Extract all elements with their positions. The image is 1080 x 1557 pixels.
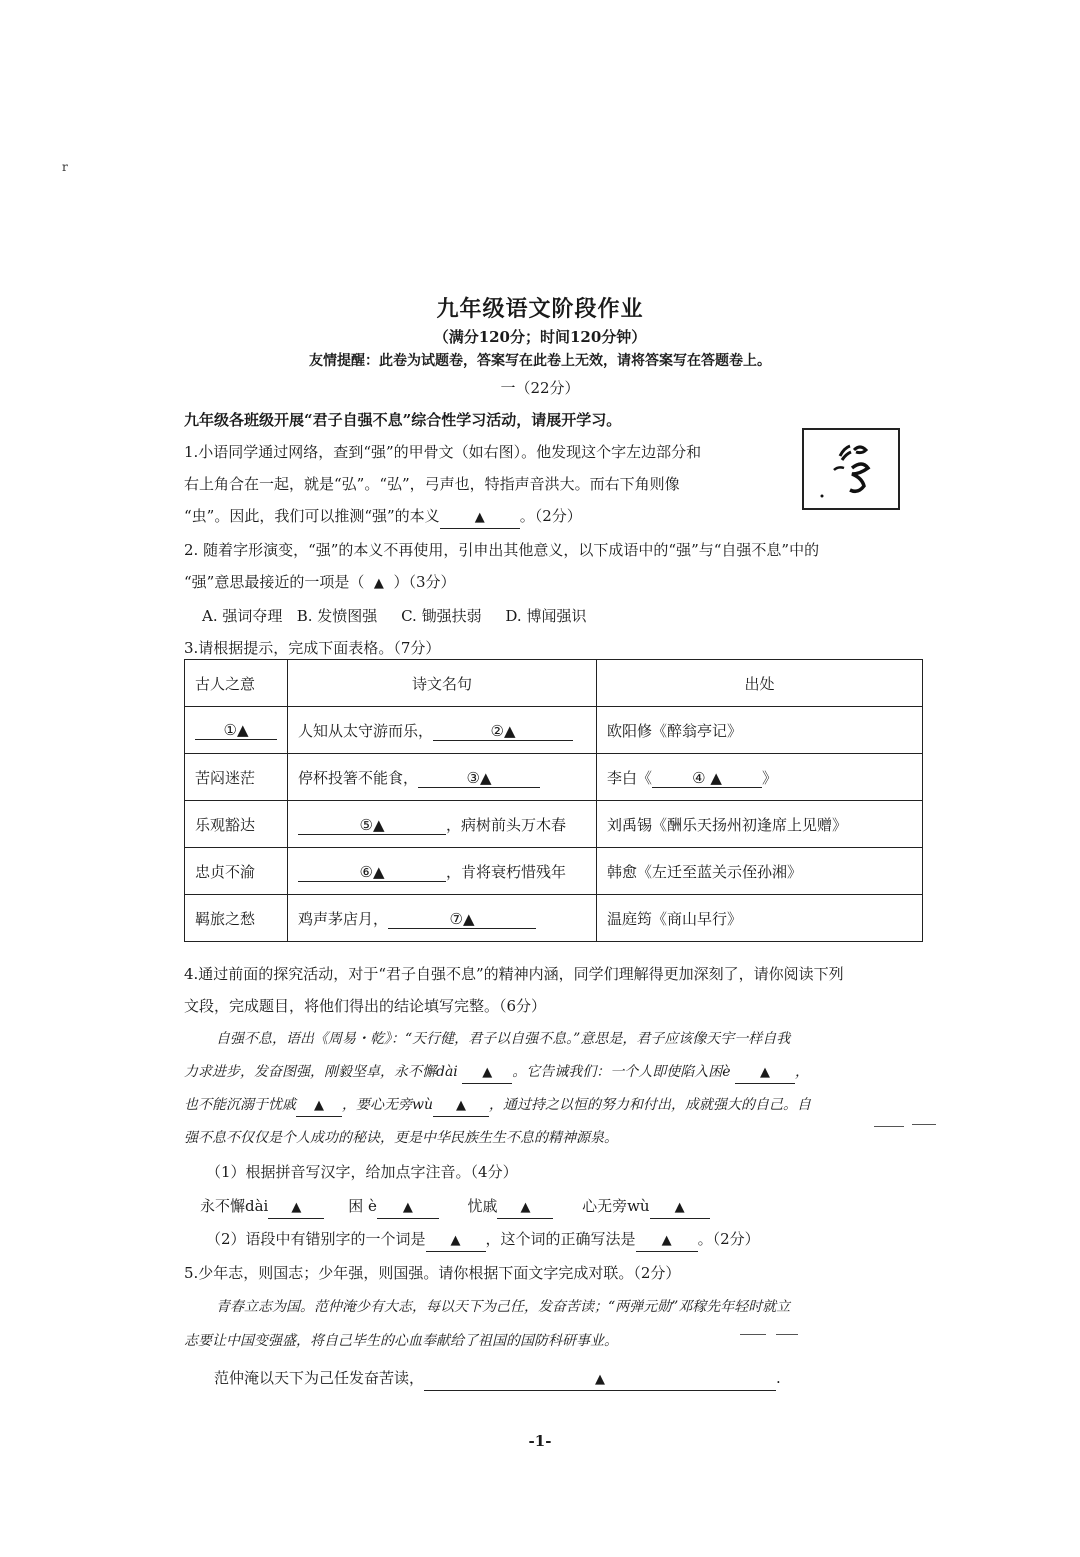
cell-lines [288, 895, 597, 942]
pinyin-item: 困 è [348, 1197, 377, 1215]
blank-3[interactable]: ③▲ [418, 769, 540, 788]
q2-line2-end: ）（3分） [393, 573, 456, 591]
blank-7[interactable]: ⑦▲ [388, 910, 536, 929]
section-heading: 一（22分） [500, 379, 580, 397]
answer-triangle: ▲ [291, 1200, 302, 1215]
pinyin-item: 永不懈dài [200, 1197, 269, 1215]
blank-correct-word[interactable] [636, 1229, 698, 1252]
sub2-text: 。（2分） [697, 1230, 760, 1248]
blank-qi[interactable] [296, 1095, 342, 1117]
blank-item-2[interactable] [377, 1196, 439, 1219]
blank-1[interactable]: ①▲ [195, 721, 277, 740]
couplet-first-line: 范仲淹以天下为己任发奋苦读， [214, 1369, 425, 1387]
pinyin-item: 心无旁wù [582, 1197, 650, 1215]
line-text: 人知从太守游而乐， [298, 721, 434, 740]
score-time-note: （满分120分；时间120分钟） [433, 328, 647, 346]
q4-line1: 4.通过前面的探究活动，对于“君子自强不息”的精神内涵，同学们理解得更加深刻了，请你阅读下列 [184, 965, 844, 983]
q2-line2-text: “强”意思最接近的一项是（ [184, 573, 365, 591]
blank-e[interactable] [735, 1062, 795, 1084]
q4-sub1-items [200, 1196, 710, 1219]
page-number: -1- [528, 1432, 552, 1450]
q4-passage-1: 自强不息，语出《周易・乾》：“天行健，君子以自强不息。”意思是，君子应该像天宇一样自我 [216, 1031, 791, 1047]
blank-2[interactable]: ②▲ [433, 722, 573, 741]
scan-stroke [776, 1334, 798, 1335]
cell-source: 刘禹锡《酬乐天扬州初逢席上见赠》 [597, 801, 923, 848]
blank-4[interactable]: ④ ▲ [652, 769, 762, 788]
cell-source: 温庭筠《商山早行》 [597, 895, 923, 942]
answer-triangle: ▲ [314, 1098, 324, 1113]
q2-option-a[interactable]: A. 强词夺理 [202, 607, 283, 625]
blank-5[interactable]: ⑤▲ [298, 816, 446, 835]
q5-passage-2: 志要让中国变强盛，将自己毕生的心血奉献给了祖国的国防科研事业。 [184, 1333, 618, 1349]
pinyin-item: 忧戚 [467, 1197, 498, 1215]
scan-stroke [740, 1334, 766, 1335]
q2-options [202, 606, 586, 626]
q1-line3-end: 。（2分） [519, 507, 582, 525]
passage-text: 也不能沉溺于忧戚 [184, 1097, 296, 1113]
answer-triangle: ▲ [402, 1200, 413, 1215]
cell-meaning: 苦闷迷茫 [185, 754, 288, 801]
scan-stroke [912, 1124, 936, 1125]
cell-meaning: 乐观豁达 [185, 801, 288, 848]
cell-lines [288, 848, 597, 895]
scan-stroke [874, 1126, 904, 1127]
poem-table [184, 659, 923, 942]
q2-line2 [184, 572, 455, 594]
source-text: 李白《 [607, 768, 653, 787]
cell-lines [288, 754, 597, 801]
oracle-bone-glyph-icon [804, 430, 898, 508]
q1-answer-blank[interactable] [440, 506, 520, 529]
q1-line1: 1.小语同学通过网络，查到“强”的甲骨文（如右图）。他发现这个字左边部分和 [184, 443, 702, 461]
q4-passage-4: 强不息不仅仅是个人成功的秘诀，更是中华民族生生不息的精神源泉。 [184, 1130, 618, 1146]
line-text: 停杯投箸不能食， [298, 768, 419, 787]
cell-source: 欧阳修《醉翁亭记》 [597, 707, 923, 754]
answer-triangle: ▲ [482, 1065, 493, 1080]
answer-triangle: ▲ [450, 1233, 461, 1248]
q4-sub1-label: （1）根据拼音写汉字，给加点字注音。（4分） [206, 1163, 518, 1181]
q1-line3 [184, 506, 582, 529]
col-header-source: 出处 [597, 660, 923, 707]
scan-mark: r [62, 160, 68, 174]
passage-text: 力求进步，发奋图强，刚毅坚卓，永不懈dài [184, 1064, 458, 1080]
answer-triangle: ▲ [520, 1200, 531, 1215]
line-text: 鸡声茅店月， [298, 909, 389, 928]
cell-meaning: 羁旅之愁 [185, 895, 288, 942]
blank-item-3[interactable] [497, 1196, 553, 1219]
q1-line2: 右上角合在一起，就是“弘”。“弘”，弓声也，特指声音洪大。而右下角则像 [184, 475, 680, 493]
cell-lines [288, 707, 597, 754]
q5-label: 5.少年志，则国志；少年强，则国强。请你根据下面文字完成对联。（2分） [184, 1264, 681, 1282]
friendly-tip: 友情提醒：此卷为试题卷，答案写在此卷上无效，请将答案写在答题卷上。 [309, 353, 771, 369]
table-header-row [185, 660, 923, 707]
blank-6[interactable]: ⑥▲ [298, 863, 446, 882]
source-end: 》 [762, 768, 778, 787]
passage-text: ，要心无旁wù [342, 1097, 433, 1113]
passage-text: ，通过持之以恒的努力和付出，成就强大的自己。自 [489, 1097, 811, 1113]
cell-meaning: 忠贞不渝 [185, 848, 288, 895]
blank-wu[interactable] [433, 1095, 489, 1117]
answer-triangle: ▲ [456, 1098, 466, 1113]
cell-lines [288, 801, 597, 848]
sub2-text: ，这个词的正确写法是 [485, 1230, 636, 1248]
q4-sub2 [206, 1229, 760, 1252]
table-row [185, 895, 923, 942]
table-row [185, 707, 923, 754]
answer-triangle: ▲ [595, 1372, 606, 1387]
table-row [185, 801, 923, 848]
q2-option-b[interactable]: B. 发愤图强 [296, 607, 378, 625]
q3-label: 3.请根据提示，完成下面表格。（7分） [184, 639, 441, 657]
passage-text: 。它告诫我们：一个人即使陷入困è [512, 1064, 731, 1080]
blank-item-4[interactable] [650, 1196, 710, 1219]
table-row [185, 848, 923, 895]
q2-option-c[interactable]: C. 锄强扶弱 [401, 607, 482, 625]
oracle-bone-glyph-image [802, 428, 900, 510]
col-header-meaning: 古人之意 [185, 660, 288, 707]
table-row [185, 754, 923, 801]
q4-passage-3 [184, 1095, 811, 1117]
answer-triangle: ▲ [760, 1065, 770, 1080]
q5-passage-1: 青春立志为国。范仲淹少有大志，每以天下为己任，发奋苦读；“两弹元勋”邓稼先年轻时就立 [216, 1299, 791, 1315]
blank-item-1[interactable] [268, 1196, 324, 1219]
cell-source: 韩愈《左迁至蓝关示侄孙湘》 [597, 848, 923, 895]
sub2-text: （2）语段中有错别字的一个词是 [206, 1230, 426, 1248]
couplet-answer-blank[interactable] [424, 1368, 776, 1391]
q5-couplet: 范仲淹以天下为己任发奋苦读， ▲ . [214, 1368, 781, 1391]
answer-triangle[interactable]: ▲ [373, 576, 384, 591]
intro-text: 九年级各班级开展“君子自强不息”综合性学习活动，请展开学习。 [184, 411, 622, 429]
col-header-lines: 诗文名句 [288, 660, 597, 707]
answer-triangle: ▲ [661, 1233, 672, 1248]
cell-source [597, 754, 923, 801]
blank-dai[interactable] [462, 1062, 512, 1084]
q4-line2: 文段，完成题目，将他们得出的结论填写完整。（6分） [184, 997, 547, 1015]
blank-wrong-word[interactable] [426, 1229, 486, 1252]
q1-line3-text: “虫”。因此，我们可以推测“强”的本义 [184, 507, 440, 525]
q2-option-d[interactable]: D. 博闻强识 [505, 607, 587, 625]
answer-triangle: ▲ [674, 1200, 685, 1215]
page-title: 九年级语文阶段作业 [436, 296, 644, 322]
answer-triangle: ▲ [474, 510, 485, 525]
q2-line1: 2. 随着字形演变，“强”的本义不再使用，引申出其他意义，以下成语中的“强”与“自强不息”中的 [184, 541, 820, 559]
line-text: ，肯将衰朽惜残年 [446, 862, 567, 881]
cell-meaning[interactable] [185, 707, 288, 754]
q4-passage-2: 力求进步，发奋图强，刚毅坚卓，永不懈dài ▲ 。它告诫我们：一个人即使陷入困è ▲ ， [184, 1062, 809, 1084]
line-text: ，病树前头万木春 [446, 815, 567, 834]
